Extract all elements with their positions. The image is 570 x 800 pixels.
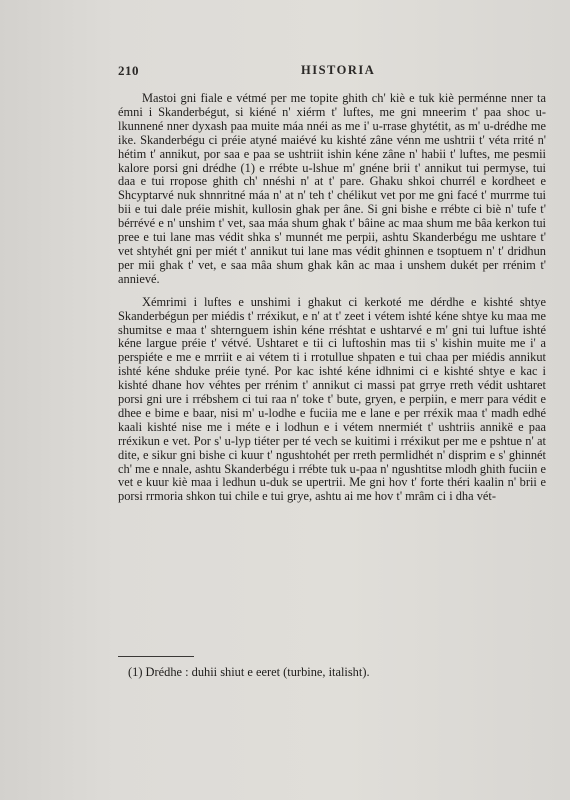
body-text — [118, 92, 546, 504]
page-number: 210 — [118, 63, 139, 78]
footnote-divider — [118, 656, 194, 657]
running-title: HISTORIA — [301, 63, 376, 77]
paragraph: Mastoi gni fiale e vétmé per me topite ghith ch' kiè e tuk kiè perménne nner ta émni i Skanderbégut, si kiéné n' xiérm t' luftes, me gni mneerim t' paa shoc u-lkunnené nner dyxash paa muite máa nnéi as me i' u-rrase ghytétit, as m' u-drédhe me ike. Skanderbégu ci préie atyné maiévé ku kishté zâne vénn me ushtrii t' véta rrité n' hétim t' annikut, por saa e paa se ushtriit ishin kéne zâne n' habii t' luftes, me pesmii kalore porsi gni drédhe (1) e rrébte u-lshue m' gnéne brii t' annikut tui permyse, tui daa e tui rropose ghith ch' nnéshi n' at t' pare. Ghaku shkoi churrél e kordheet e Shcyptarvé nuk shnnritné máa n' at n' teh t' chélikut vet por me gni facé t' murrme tui bii e tui dale préie mishit, kullosin ghak per âne. Si gni bishe e rrébte ci biè n' tufe t' bérrévé e n' unshim t' vet, saa máa shum ghak t' bâine ac maa shum me bâa kerkon tui pree e tui lane mas védit shka s' munnét me perpii, ashtu Skanderbégu me ushtare t' vet shtyhét gni per miét t' annikut tui lane mas védit ghinnen e tsoptuem n' t' dridhun per mii ghak t' vet, e saa mâa shum ghak kân ac maa i unshem dukét per rrénim t' annievé. — [118, 91, 546, 286]
page-header — [118, 63, 543, 83]
footnote: (1) Drédhe : duhii shiut e eeret (turbine, italisht). — [128, 665, 370, 679]
paragraph: Xémrimi i luftes e unshimi i ghakut ci kerkoté me dérdhe e kishté shtye Skanderbégun per miédis t' rréxikut, e n' at t' zeet i vétem ishté kéne shtye ku maa me shumitse e maa t' shternguem ishin kéne rréshtat e ushtarvé e m' gni tui luftue ishté kéne largue préie t' vétvé. Ushtaret e tii ci luftoshin mas tii s' kishin muite me i' a perspiéte e me e mrriit e ai vétem ti i rrotullue shpaten e tui chaa per miédis annikut ishté kéne shduke préie tyné. Por kac ishté kéne idhnimi ci e kishté shtye e kac i kishté dhane hov véhtes per rrénim t' annikut ci massi pat grrye rreth védit ushtaret porsi gni ure i rrébshem ci tui raa n' toke t' bute, gryen, e perpiin, e merr para védit e dhee e bime e baar, nisi m' u-lodhe e fuciia me e lane e per rréxik maa t' madh edhé kaali kishté nise me i méte e i lodhun e i vétem nnermiét t' ushtriis annikë e paa rréxikun e vet. Por s' u-lyp tiéter per té vech se kuitimi i rréxikut per me e pshtue n' at dite, e sikur gni bishe ci kuur t' ngushtohét per rreth permlidhét n' disprim e s' ghinnét ch' me e nnale, ashtu Skanderbégu i rrébte tuk u-paa n' ngushtitse mlodh ghith fuciin e vet e kuur kiè maa i ledhun u-duk se upertrii. Me gni hov t' forte théri kaalin n' brii e porsi rrmoria shkon tui chile e tui grye, ashtu ai me hov t' mrâm ci i dha vét- — [118, 294, 546, 504]
